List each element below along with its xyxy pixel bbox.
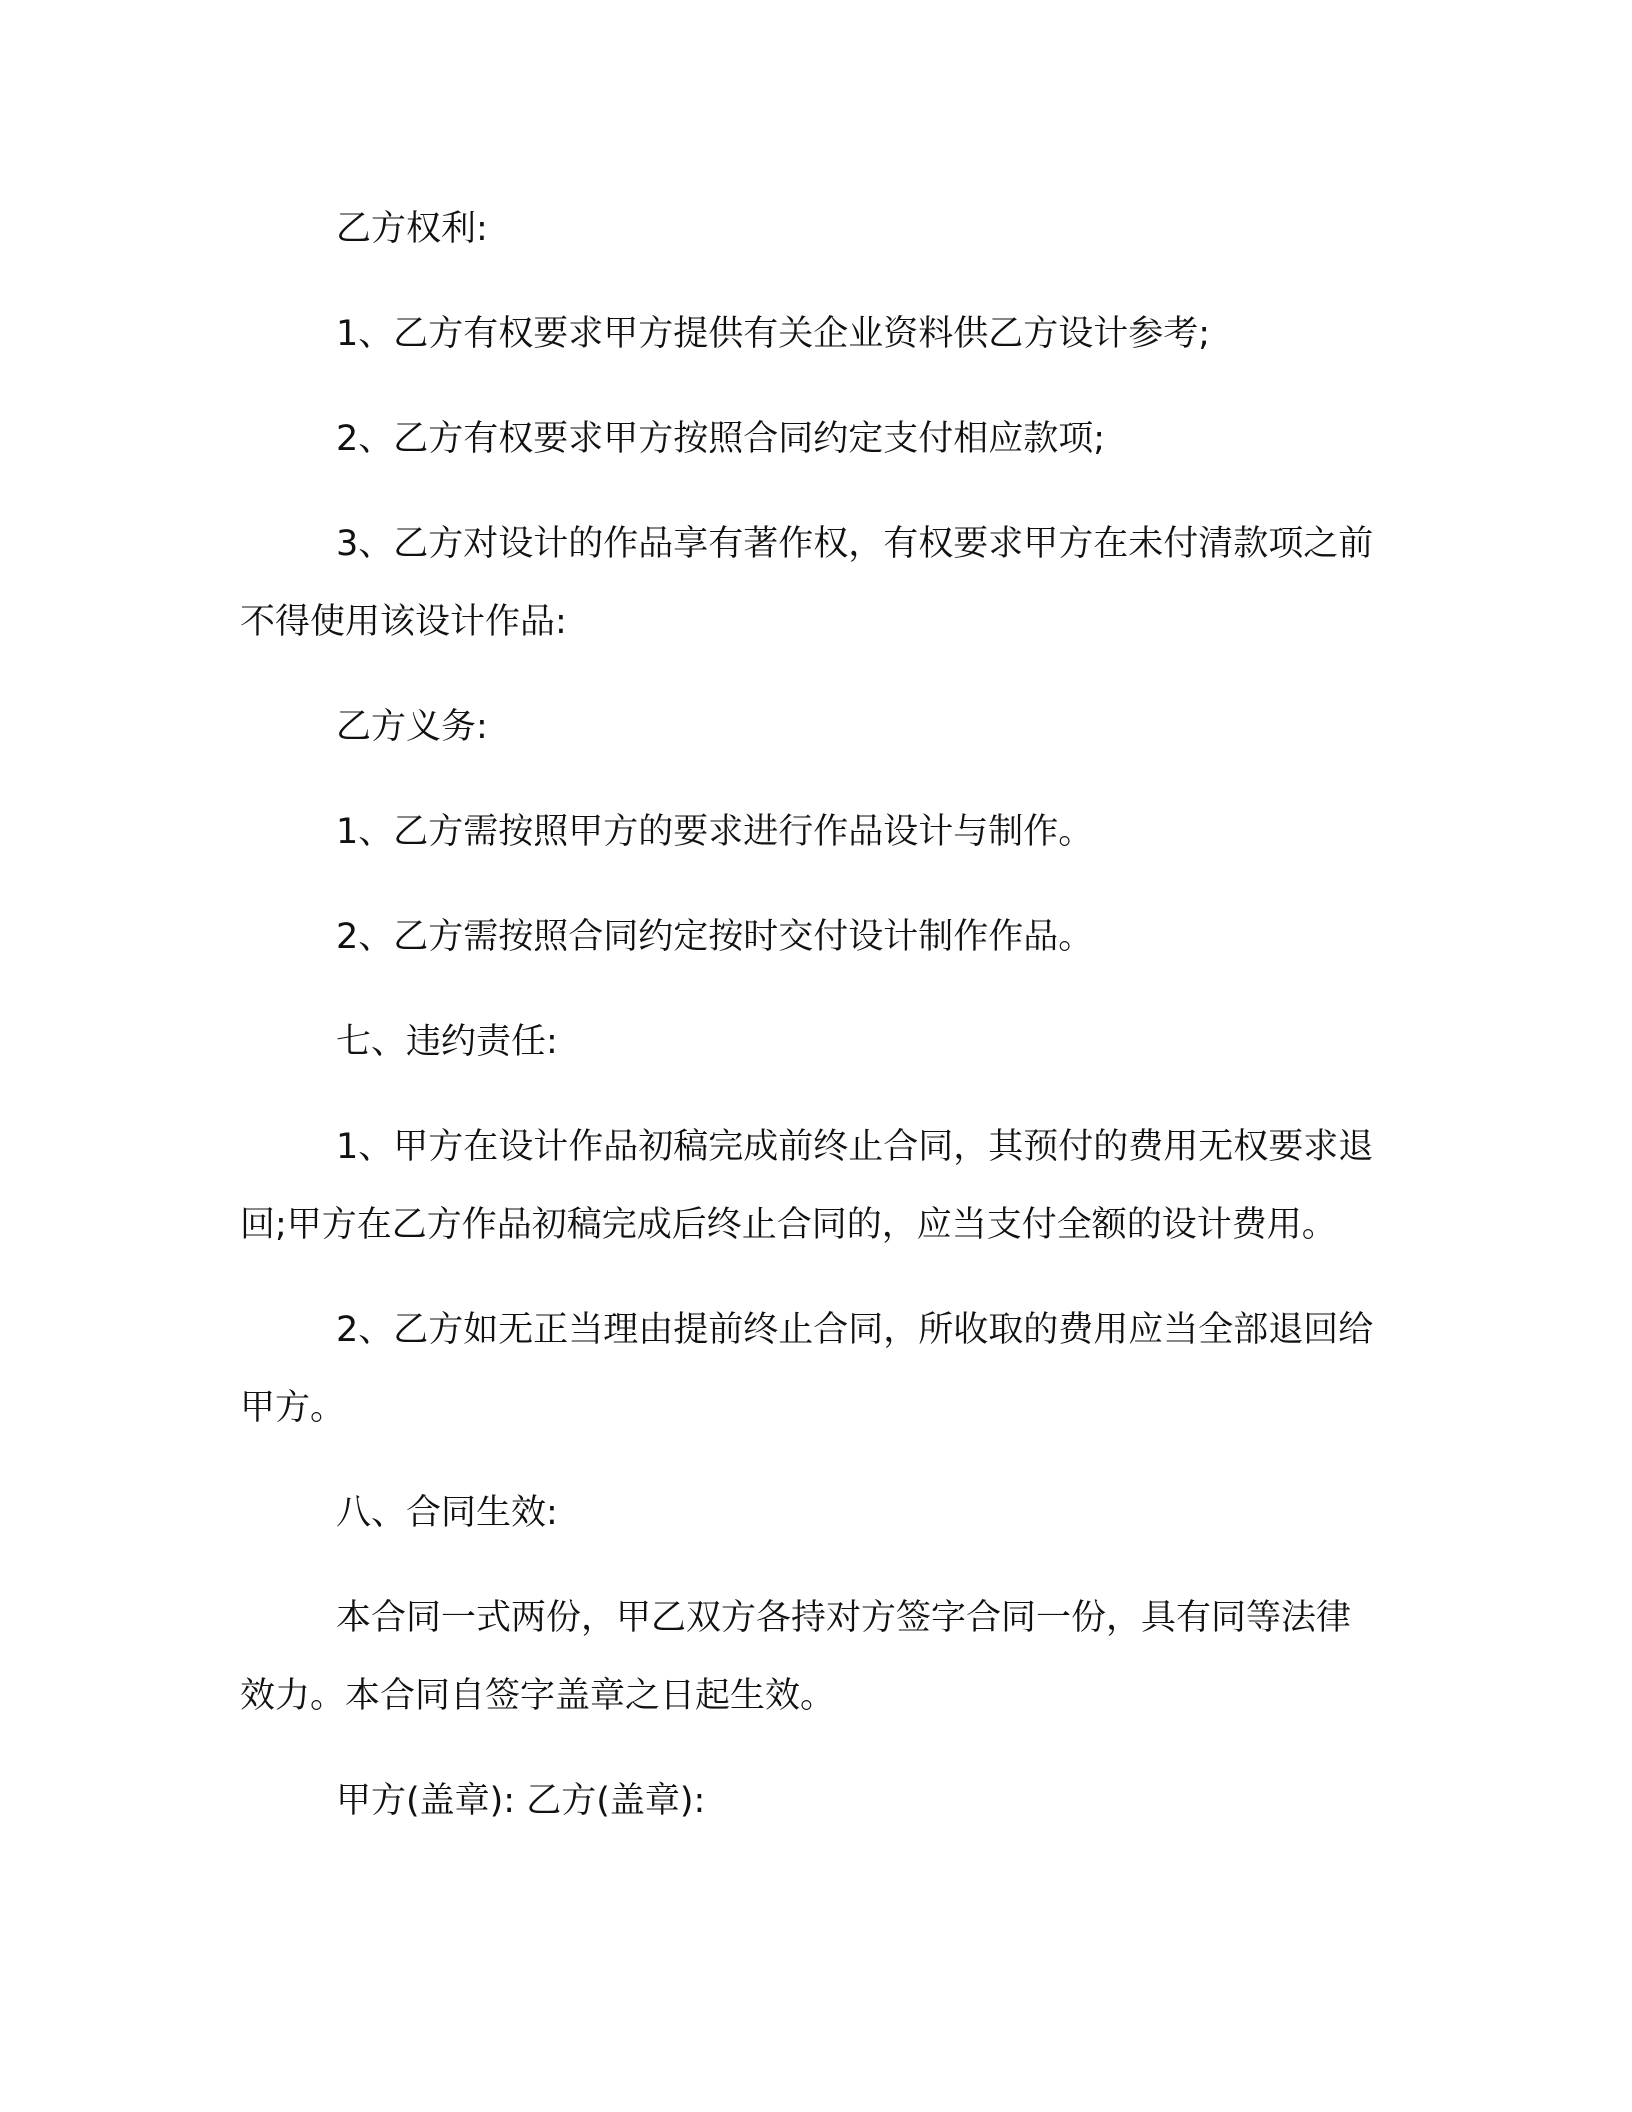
signature-line: 甲方(盖章): 乙方(盖章): (336, 1781, 706, 1821)
heading-party-b-obligations: 乙方义务: (336, 707, 488, 747)
heading-breach-liability: 七、违约责任: (336, 1022, 558, 1062)
party-b-obligation-1: 1、乙方需按照甲方的要求进行作品设计与制作。 (336, 812, 1094, 852)
breach-clause-2: 2、乙方如无正当理由提前终止合同，所收取的费用应当全部退回给甲方。 (240, 1310, 1374, 1428)
party-b-right-1: 1、乙方有权要求甲方提供有关企业资料供乙方设计参考; (336, 314, 1211, 354)
party-b-right-2: 2、乙方有权要求甲方按照合同约定支付相应款项; (336, 419, 1106, 459)
contract-effect-clause: 本合同一式两份，甲乙双方各持对方签字合同一份，具有同等法律效力。本合同自签字盖章之日起生效。 (240, 1598, 1352, 1716)
breach-clause-1: 1、甲方在设计作品初稿完成前终止合同，其预付的费用无权要求退回;甲方在乙方作品初稿完成后终止合同的，应当支付全额的设计费用。 (240, 1127, 1374, 1245)
party-b-right-3: 3、乙方对设计的作品享有著作权，有权要求甲方在未付清款项之前不得使用该设计作品: (240, 524, 1374, 642)
heading-contract-effect: 八、合同生效: (336, 1493, 558, 1533)
party-b-obligation-2: 2、乙方需按照合同约定按时交付设计制作作品。 (336, 917, 1094, 957)
heading-party-b-rights: 乙方权利: (336, 209, 488, 249)
document-body (240, 190, 1380, 1867)
